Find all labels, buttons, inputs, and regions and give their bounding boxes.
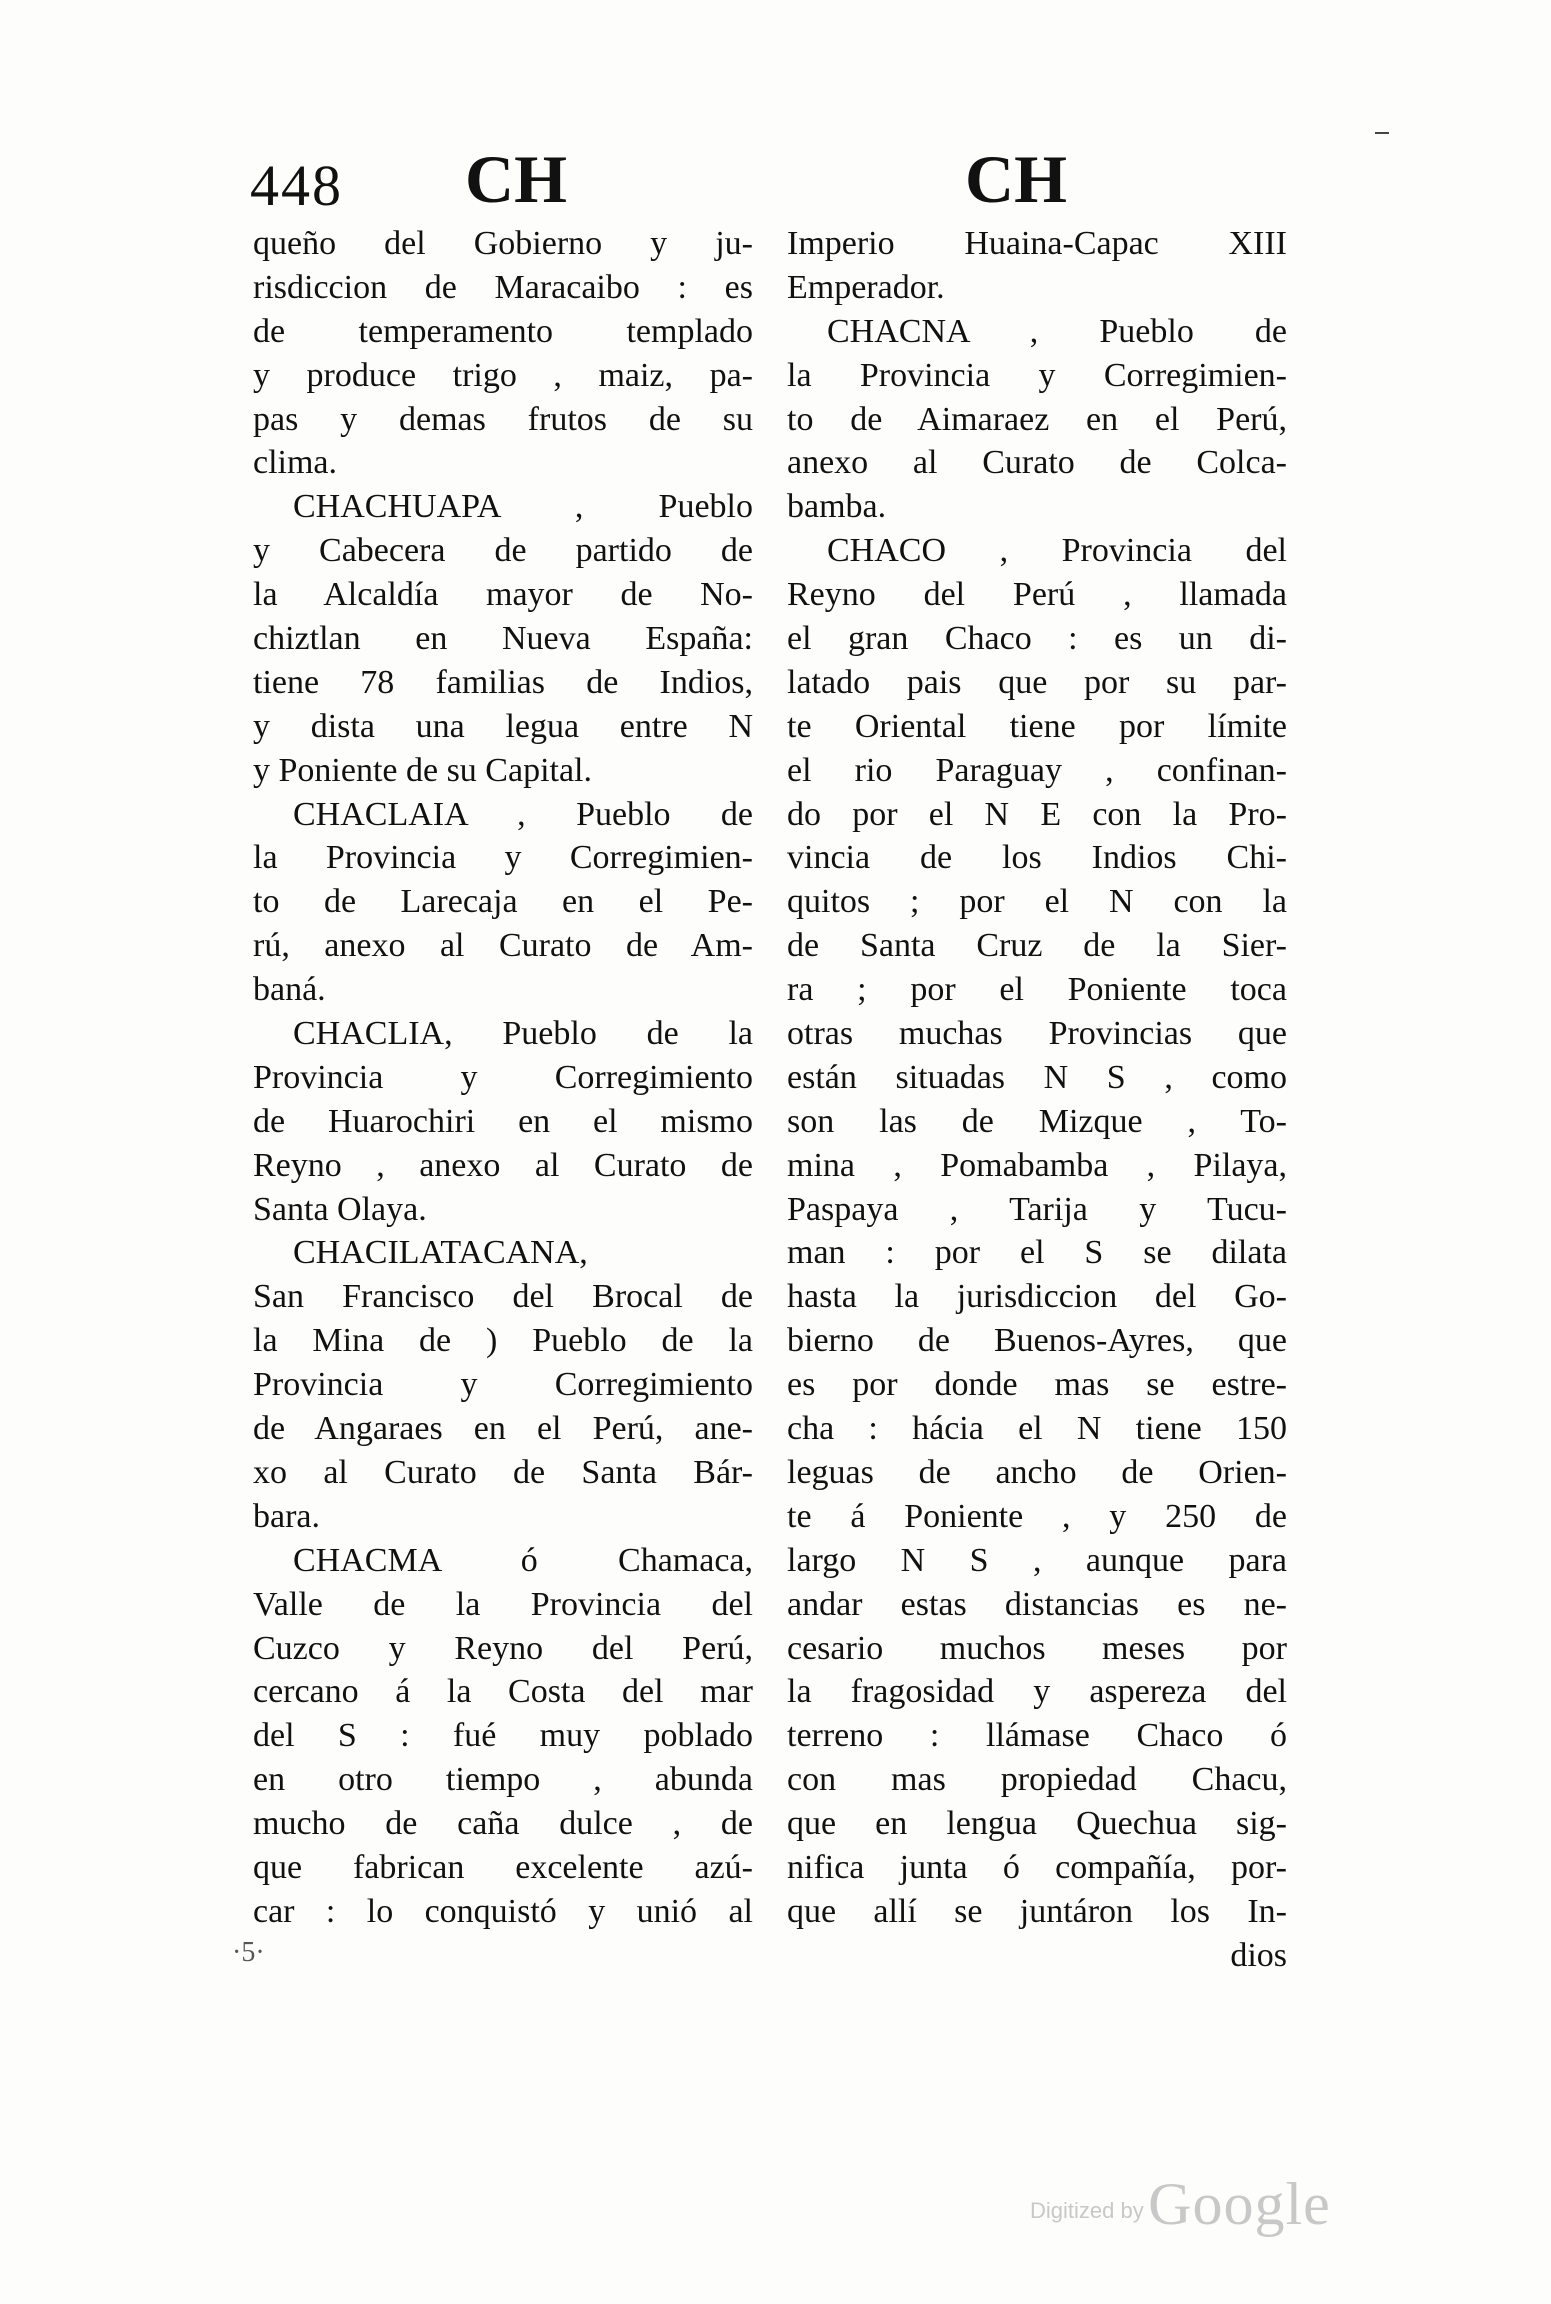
text-line: la Alcaldía mayor de No-	[253, 576, 753, 614]
text-line: de temperamento templado	[253, 312, 753, 350]
left-column	[253, 222, 753, 1934]
text-line: mina , Pomabamba , Pilaya,	[787, 1146, 1287, 1184]
text-line: to de Larecaja en el Pe-	[253, 883, 753, 921]
catchword: dios	[1230, 1936, 1287, 1974]
text-line: Provincia y Corregimiento	[253, 1058, 753, 1096]
text-line: Provincia y Corregimiento	[253, 1366, 753, 1404]
text-line: mucho de caña dulce , de	[253, 1805, 753, 1843]
text-line: cercano á la Costa del mar	[253, 1673, 753, 1711]
edge-mark	[1375, 132, 1389, 134]
page-number: 448	[250, 153, 343, 218]
watermark-logo-text: Google	[1148, 2171, 1331, 2237]
text-line: vincia de los Indios Chi-	[787, 839, 1287, 877]
text-line: de Angaraes en el Perú, ane-	[253, 1410, 753, 1448]
text-line: Imperio Huaina-Capac XIII	[787, 225, 1287, 262]
text-line: el rio Paraguay , confinan-	[787, 751, 1287, 789]
text-line: te Oriental tiene por límite	[787, 707, 1287, 745]
page-header	[250, 140, 1290, 230]
text-line: de Huarochiri en el mismo	[253, 1102, 753, 1140]
entry-heading-chaclaia: CHACLAIA , Pueblo de	[293, 795, 753, 833]
text-line: que fabrican excelente azú-	[253, 1848, 753, 1886]
watermark-small-text: Digitized by	[1030, 2198, 1144, 2223]
text-line: baná.	[253, 971, 326, 1009]
text-line: de Santa Cruz de la Sier-	[787, 927, 1287, 965]
text-line: rú, anexo al Curato de Am-	[253, 927, 753, 965]
text-line: Reyno del Perú , llamada	[787, 576, 1287, 614]
text-line: San Francisco del Brocal de	[253, 1278, 753, 1316]
text-line: la Provincia y Corregimien-	[253, 839, 753, 877]
text-line: cha : hácia el N tiene 150	[787, 1410, 1287, 1448]
entry-heading-chaco: CHACO , Provincia del	[827, 532, 1287, 570]
text-line: el gran Chaco : es un di-	[787, 620, 1287, 658]
entry-heading-chacna: CHACNA , Pueblo de	[827, 312, 1287, 350]
text-line: do por el N E con la Pro-	[787, 795, 1287, 833]
text-line: bara.	[253, 1497, 321, 1535]
text-line: latado pais que por su par-	[787, 663, 1287, 701]
text-line: y Poniente de su Capital.	[253, 751, 593, 789]
text-line: es por donde mas se estre-	[787, 1366, 1287, 1404]
text-line: leguas de ancho de Orien-	[787, 1453, 1287, 1491]
entry-heading-chachuapa: CHACHUAPA , Pueblo	[293, 488, 753, 526]
footer-mark: ·5·	[232, 1937, 265, 1968]
text-line: man : por el S se dilata	[787, 1234, 1287, 1272]
text-line: que allí se juntáron los In-	[787, 1892, 1287, 1930]
text-line: car : lo conquistó y unió al	[253, 1892, 753, 1930]
text-line: te á Poniente , y 250 de	[787, 1497, 1287, 1535]
text-line: son las de Mizque , To-	[787, 1102, 1287, 1140]
text-line: queño del Gobierno y ju-	[253, 225, 753, 262]
text-line: la fragosidad y aspereza del	[787, 1673, 1287, 1711]
text-line: Valle de la Provincia del	[253, 1585, 753, 1623]
text-line: quitos ; por el N con la	[787, 883, 1287, 921]
text-line: tiene 78 familias de Indios,	[253, 663, 753, 701]
text-line: la Provincia y Corregimien-	[787, 356, 1287, 394]
text-line: chiztlan en Nueva España:	[253, 620, 753, 658]
text-line: en otro tiempo , abunda	[253, 1761, 753, 1799]
text-line: ra ; por el Poniente toca	[787, 971, 1287, 1009]
text-line: que en lengua Quechua sig-	[787, 1805, 1287, 1843]
text-line: xo al Curato de Santa Bár-	[253, 1453, 753, 1491]
text-line: Santa Olaya.	[253, 1190, 427, 1228]
text-line: largo N S , aunque para	[787, 1541, 1287, 1579]
entry-heading-chacma: CHACMA ó Chamaca,	[293, 1541, 753, 1579]
text-line: cesario muchos meses por	[787, 1629, 1287, 1667]
text-line: andar estas distancias es ne-	[787, 1585, 1287, 1623]
text-line: bierno de Buenos-Ayres, que	[787, 1322, 1287, 1360]
text-line: la Mina de ) Pueblo de la	[253, 1322, 753, 1360]
text-line: risdiccion de Maracaibo : es	[253, 268, 753, 306]
text-line: y produce trigo , maiz, pa-	[253, 356, 753, 394]
google-watermark	[1030, 2170, 1331, 2239]
running-head-left: CH	[465, 141, 567, 217]
text-line: terreno : llámase Chaco ó	[787, 1717, 1287, 1755]
text-line: bamba.	[787, 488, 887, 526]
text-line: hasta la jurisdiccion del Go-	[787, 1278, 1287, 1316]
text-line: están situadas N S , como	[787, 1058, 1287, 1096]
text-line: anexo al Curato de Colca-	[787, 444, 1287, 482]
text-line: Emperador.	[787, 268, 945, 306]
text-line: Paspaya , Tarija y Tucu-	[787, 1190, 1287, 1228]
text-line: Cuzco y Reyno del Perú,	[253, 1629, 753, 1667]
entry-heading-chaclia: CHACLIA, Pueblo de la	[293, 1015, 753, 1053]
text-line: y dista una legua entre N	[253, 707, 753, 745]
text-line: otras muchas Provincias que	[787, 1015, 1287, 1053]
right-column	[787, 222, 1287, 1978]
text-line: nifica junta ó compañía, por-	[787, 1848, 1287, 1886]
text-line: y Cabecera de partido de	[253, 532, 753, 570]
running-head-right: CH	[965, 141, 1067, 217]
text-line: to de Aimaraez en el Perú,	[787, 400, 1287, 438]
text-line: con mas propiedad Chacu,	[787, 1761, 1287, 1799]
text-line: Reyno , anexo al Curato de	[253, 1146, 753, 1184]
text-line: clima.	[253, 444, 338, 482]
text-line: del S : fué muy poblado	[253, 1717, 753, 1755]
entry-heading-chacilatacana: CHACILATACANA,	[293, 1234, 588, 1272]
text-line: pas y demas frutos de su	[253, 400, 753, 438]
